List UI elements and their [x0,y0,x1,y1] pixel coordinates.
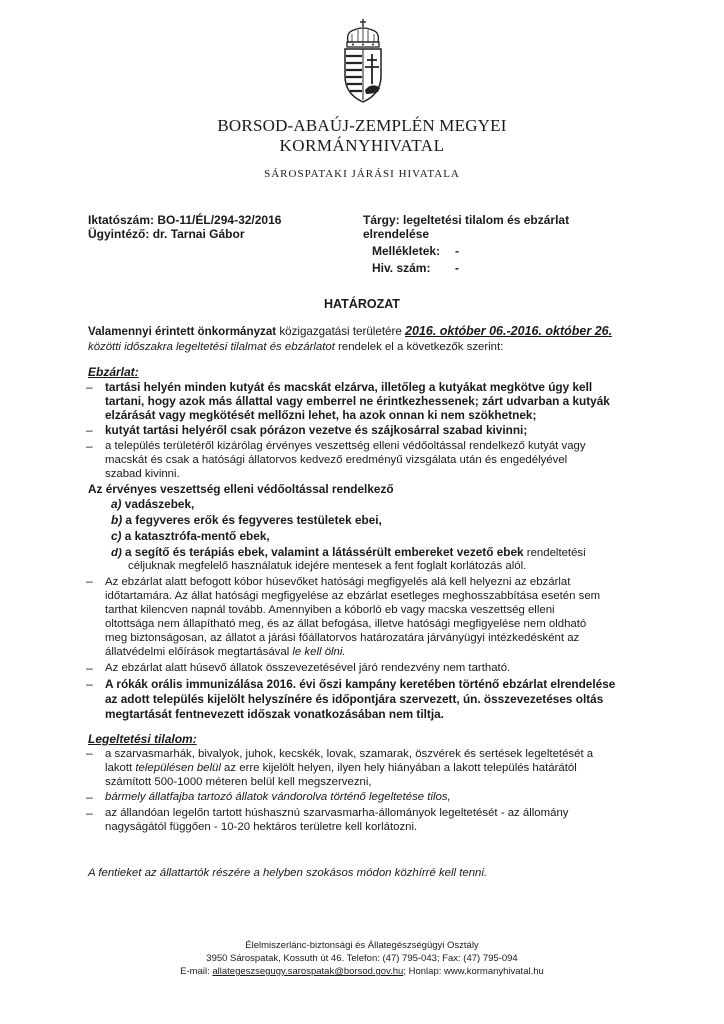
clerk-value: dr. Tarnai Gábor [152,227,245,241]
subject-value: legeltetési tilalom és ebzárlat [403,213,570,227]
exemption-d-rest: rendeltetési [523,547,586,559]
intro-subject: Valamennyi érintett önkormányzat [88,325,277,338]
lockdown-item6-line2: az adott település kijelölt helyszínére és időpontjára szervezett, ún. összevezetéses oltás [105,692,604,706]
footer-contact [0,966,724,978]
exemption-a [111,498,194,511]
attachments-label: Mellékletek: [372,244,441,258]
grazing-item1-line1: a szarvasmarhák, bivalyok, juhok, kecskék, lovak, szamarak, öszvérek és sertések legeltetését a [105,748,594,760]
footer-email-link[interactable]: allategeszsegugy.sarospatak@borsod.gov.hu [212,966,404,977]
decision-intro [88,325,648,338]
exemption-d [111,546,586,560]
footer-department: Élelmiszerlánc-biztonsági és Állategészségügyi Osztály [245,940,479,951]
ref-number-label: Hiv. szám: [372,261,431,275]
lockdown-item1-line1: tartási helyén minden kutyát és macskát elzárva, illetőleg a kutyákat megkötve úgy kell [105,380,593,394]
hungarian-coat-of-arms-icon [340,18,386,104]
exemption-d-key: d) [111,547,122,559]
lockdown-heading: Ebzárlat: [88,365,139,379]
lockdown-item6-line3: megtartását fentnevezett időszak vonatkozásában nem tiltja. [105,707,444,721]
attachments-value: - [455,244,459,258]
list-bullet: – [86,661,93,675]
list-bullet: – [86,790,93,804]
intro-measures: legeltetési tilalmat és ebzárlatot [176,341,335,353]
exemption-a-key: a) [111,497,122,511]
exemption-b [111,514,382,527]
lockdown-item2: kutyát tartási helyéről csak pórázon vezetve és szájkosárral szabad kivinni; [105,423,528,437]
lockdown-item6-line1: A rókák orális immunizálása 2016. évi őszi kampány keretében történő ebzárlat elrendelése [105,677,616,691]
list-bullet: – [86,677,93,691]
subject-label: Tárgy: [363,213,400,227]
intro-text: közigazgatási területére [276,325,406,338]
intro-closing: rendelek el a következők szerint: [334,341,504,353]
public-notice: A fentieket az állattartók részére a helyben szokásos módon közhírré kell tenni. [88,867,488,879]
lockdown-item4-line1: Az ebzárlat alatt befogott kóbor húsevőket hatósági megfigyelés alá kell helyezni az ebzárlat [105,576,571,588]
grazing-heading: Legeltetési tilalom: [88,732,197,746]
lockdown-item4-line2: időtartamára. Az állat hatósági megfigyelése az ebzárlat esetleges meghosszabbítása esetén sem [105,590,601,602]
exemption-c-text: a katasztrófa-mentő ebek, [124,529,270,543]
footer-address: 3950 Sárospatak, Kossuth út 46. Telefon: (47) 795-043; Fax: (47) 795-094 [206,953,518,964]
subject [363,213,569,227]
exemption-b-text: a fegyveres erők és fegyveres testületek ebei, [125,513,382,527]
lockdown-item3-line1: a település területéről kizárólag érvényes veszettség elleni védőoltással rendelkező kutyát vagy [105,440,586,452]
reference-number [88,213,281,227]
exemption-d-text: a segítő és terápiás ebek, valamint a látássérült embereket vezető ebek [124,545,524,559]
ref-number-value: - [455,261,459,275]
reference-value: BO-11/ÉL/294-32/2016 [157,213,282,227]
intro-dates: 2016. október 06.-2016. október 26. [405,324,613,338]
office-name: SÁROSPATAKI JÁRÁSI HIVATALA [264,168,460,180]
grazing-item1-text: lakott [105,762,136,774]
decision-intro-line2 [88,341,503,354]
clerk [88,227,245,241]
lockdown-item4-line3: tarthat kilencven napnál tovább. Amennyiben a kóborló eb vagy macska veszettség elleni [105,604,555,616]
list-bullet: – [86,746,93,760]
subject-line2: elrendelése [363,227,430,241]
reference-label: Iktatószám: [88,213,155,227]
list-bullet: – [86,423,93,437]
exemption-c [111,530,270,543]
decision-title: HATÁROZAT [324,297,400,311]
grazing-item3-line2: nagyságától függően - 10-20 hektáros területre kell korlátozni. [105,821,418,833]
lockdown-item4-line4: oltottsága nem állapítható meg, és az állat befogása, illetve hatósági megfigyelése nem oldható [105,618,587,630]
list-bullet: – [86,439,93,453]
lockdown-item3-line3: szabad kivinni. [105,468,180,480]
list-bullet: – [86,380,93,394]
lockdown-item4-line6-emphasis: le kell ölni. [292,646,346,658]
list-bullet: – [86,806,93,820]
intro-period: közötti időszakra [88,341,176,353]
organization-name-line1: BORSOD-ABAÚJ-ZEMPLÉN MEGYEI [217,116,507,135]
vaccination-heading: Az érvényes veszettség elleni védőoltással rendelkező [88,482,394,496]
lockdown-item1-line2: tartani, hogy azok más állattal vagy emberrel ne érintkezhessenek; zárt udvarban a kutyák [105,394,610,408]
organization-name-line2: KORMÁNYHIVATAL [279,136,445,155]
exemption-a-text: vadászebek, [124,497,195,511]
lockdown-item4-line6 [105,646,346,659]
exemption-c-key: c) [111,529,122,543]
clerk-label: Ügyintéző: [88,227,150,241]
grazing-item1-emphasis: településen belül [135,762,221,774]
exemption-b-key: b) [111,513,123,527]
lockdown-item1-line3: elzárását vagy megkötését mellőzni lehet, ha azok onnan ki nem szökhetnek; [105,408,537,422]
footer-email-label: E-mail: [180,966,213,977]
footer-website: ; Honlap: www.kormanyhivatal.hu [403,966,544,977]
exemption-d-line2: céljuknak megfelelő használatuk idejére mentesek a fent foglalt korlátozás alól. [128,560,527,572]
grazing-item3-line1: az állandóan legelőn tartott húshasznú szarvasmarha-állományok legeltetését - az állomány [105,807,569,819]
lockdown-item4-line6-text: állatvédelmi előírások megtartásával [105,646,293,658]
grazing-item1-rest: az erre kijelölt helyen, ilyen hely hiányában a lakott település határától [220,762,577,774]
lockdown-item4-line5: meg biztonságosan, az állatot a járási főállatorvos határozatára járványügyi intézkedésként az [105,632,580,644]
list-bullet: – [86,574,93,588]
grazing-item1-line2 [105,762,577,775]
lockdown-item3-line2: macskát és csak a hatósági állatorvos kedvező eredményű vizsgálata után és engedélyével [105,454,568,466]
lockdown-item5: Az ebzárlat alatt húsevő állatok összevezetésével járó rendezvény nem tartható. [105,662,511,674]
grazing-item1-line3: számított 500-1000 méteren belül kell megszervezni, [105,776,372,788]
grazing-item2: bármely állatfajba tartozó állatok vándorolva történő legeltetése tilos, [105,791,451,803]
